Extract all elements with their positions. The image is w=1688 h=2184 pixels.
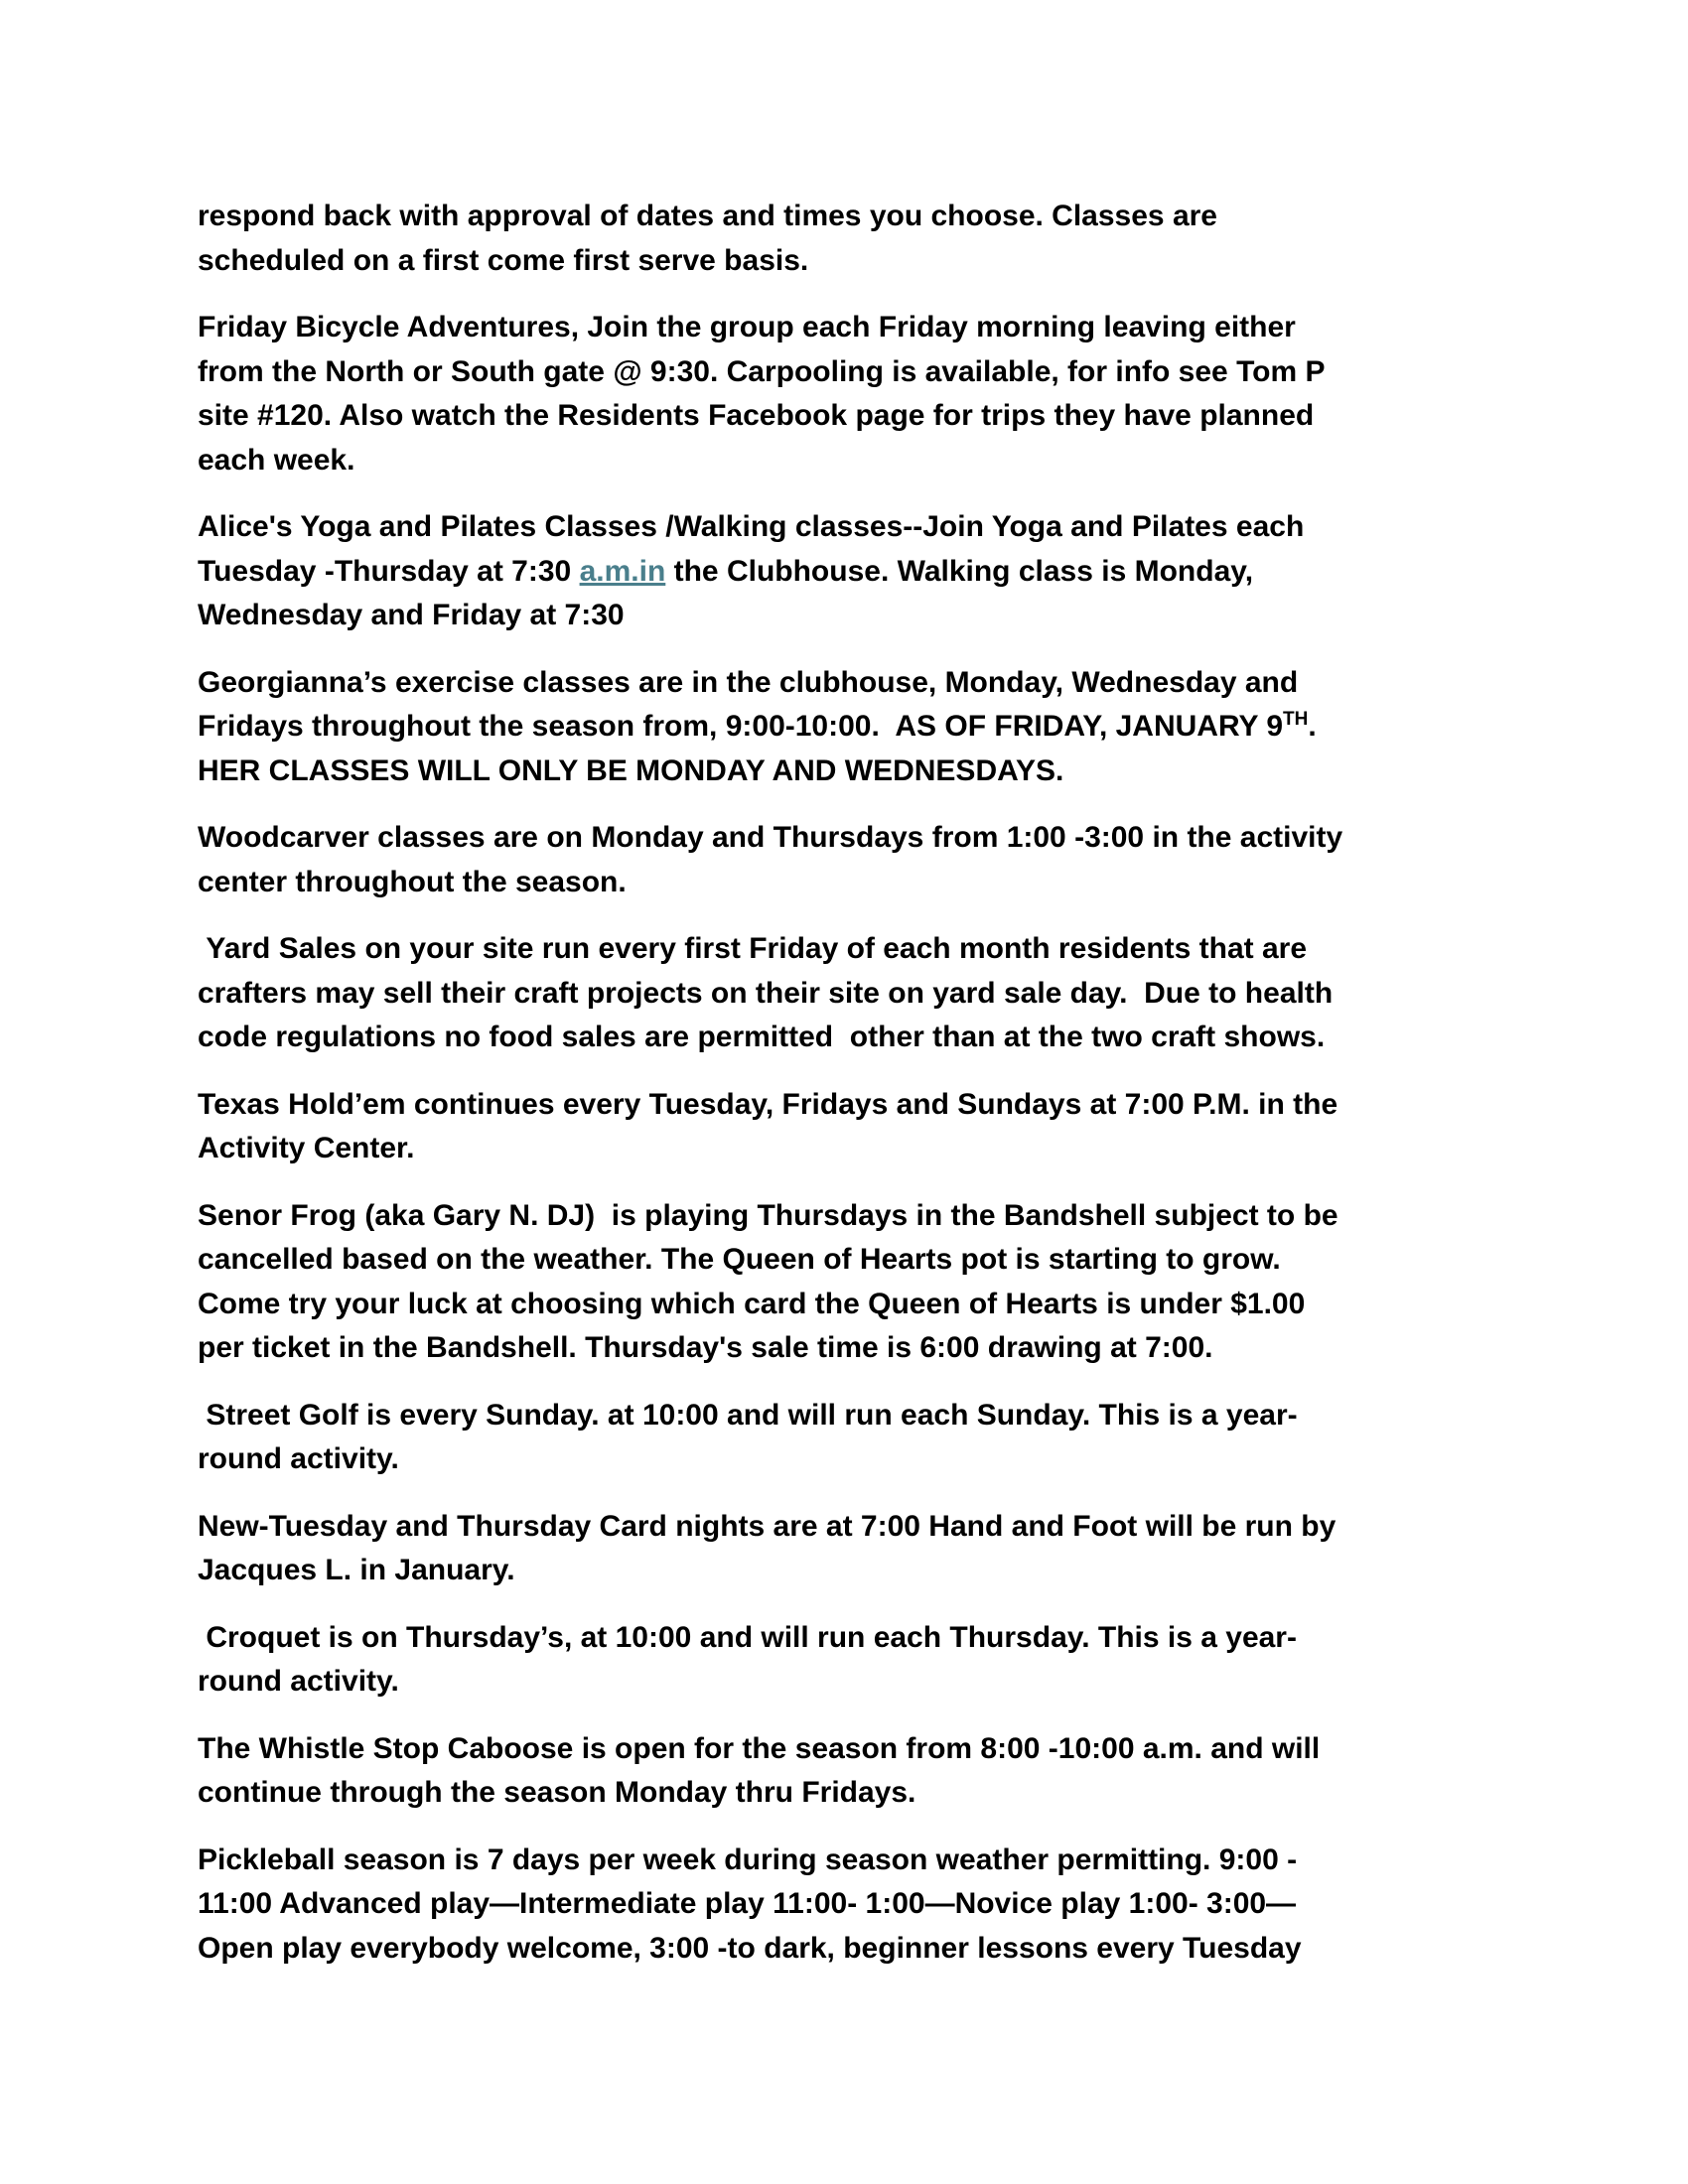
paragraph-texas-holdem xyxy=(198,1083,1488,1171)
paragraph-yard-sales xyxy=(198,927,1488,1060)
text-line: scheduled on a first come first serve basis. xyxy=(198,243,809,277)
paragraph-senor-frog xyxy=(198,1194,1488,1371)
paragraph-woodcarver xyxy=(198,816,1488,904)
text-line: New-Tuesday and Thursday Card nights are at 7:00 Hand and Foot will be run by xyxy=(198,1509,1336,1543)
am-in-link[interactable]: a.m.in xyxy=(579,554,666,588)
text-line: respond back with approval of dates and times you choose. Classes are xyxy=(198,200,1217,232)
text-line: cancelled based on the weather. The Queen of Hearts pot is starting to grow. xyxy=(198,1243,1281,1276)
text-line: The Whistle Stop Caboose is open for the season from 8:00 -10:00 a.m. and will xyxy=(198,1731,1321,1765)
text-line: each week. xyxy=(198,443,355,477)
text-line: Street Golf is every Sunday. at 10:00 and will run each Sunday. This is a year- xyxy=(198,1398,1298,1432)
text-segment: the Clubhouse. Walking class is Monday, xyxy=(665,554,1254,588)
text-segment: Fridays throughout the season from, 9:00-10:00. AS OF FRIDAY, JANUARY 9 xyxy=(198,710,1284,743)
text-line: Pickleball season is 7 days per week during season weather permitting. 9:00 - xyxy=(198,1843,1298,1876)
text-line: Alice's Yoga and Pilates Classes /Walking classes--Join Yoga and Pilates each xyxy=(198,510,1305,543)
text-line: round activity. xyxy=(198,1665,399,1698)
paragraph-bicycle-adventures xyxy=(198,306,1488,482)
text-line: Yard Sales on your site run every first Friday of each month residents that are xyxy=(198,932,1308,965)
text-line: Georgianna’s exercise classes are in the clubhouse, Monday, Wednesday and xyxy=(198,665,1299,699)
text-line: Woodcarver classes are on Monday and Thursdays from 1:00 -3:00 in the activity xyxy=(198,821,1343,854)
text-line: Friday Bicycle Adventures, Join the group each Friday morning leaving either xyxy=(198,311,1296,343)
text-line: HER CLASSES WILL ONLY BE MONDAY AND WEDNESDAYS. xyxy=(198,753,1064,787)
text-line: Croquet is on Thursday’s, at 10:00 and will run each Thursday. This is a year- xyxy=(198,1620,1297,1654)
text-segment: Tuesday -Thursday at 7:30 xyxy=(198,554,580,588)
paragraph-pickleball xyxy=(198,1839,1488,1972)
text-line: Wednesday and Friday at 7:30 xyxy=(198,599,625,631)
text-line: continue through the season Monday thru Fridays. xyxy=(198,1776,916,1809)
paragraph-street-golf xyxy=(198,1394,1488,1482)
text-line: Come try your luck at choosing which card the Queen of Hearts is under $1.00 xyxy=(198,1287,1306,1320)
paragraph-exercise-classes xyxy=(198,661,1488,794)
paragraph-croquet xyxy=(198,1616,1488,1705)
paragraph-yoga-classes xyxy=(198,505,1488,638)
text-line: crafters may sell their craft projects on their site on yard sale day. Due to health xyxy=(198,976,1334,1010)
text-line: site #120. Also watch the Residents Facebook page for trips they have planned xyxy=(198,399,1315,432)
text-line: Open play everybody welcome, 3:00 -to dark, beginner lessons every Tuesday xyxy=(198,1931,1302,1965)
text-line: per ticket in the Bandshell. Thursday's sale time is 6:00 drawing at 7:00. xyxy=(198,1331,1213,1364)
text-line: code regulations no food sales are permitted other than at the two craft shows. xyxy=(198,1021,1326,1053)
text-line: center throughout the season. xyxy=(198,865,627,898)
text-line: from the North or South gate @ 9:30. Carpooling is available, for info see Tom P xyxy=(198,354,1326,388)
ordinal-superscript: TH xyxy=(1283,709,1309,730)
paragraph-card-nights xyxy=(198,1505,1488,1593)
text-line: Activity Center. xyxy=(198,1132,415,1164)
document-page xyxy=(198,195,1488,1993)
text-segment: . xyxy=(1308,710,1317,743)
paragraph-intro-continuation xyxy=(198,195,1488,283)
text-line: Senor Frog (aka Gary N. DJ) is playing Thursdays in the Bandshell subject to be xyxy=(198,1198,1338,1232)
text-line: round activity. xyxy=(198,1442,399,1475)
text-line: 11:00 Advanced play—Intermediate play 11:00- 1:00—Novice play 1:00- 3:00— xyxy=(198,1887,1297,1920)
paragraph-caboose xyxy=(198,1727,1488,1816)
text-line: Jacques L. in January. xyxy=(198,1554,515,1586)
text-line: Texas Hold’em continues every Tuesday, Fridays and Sundays at 7:00 P.M. in the xyxy=(198,1087,1338,1121)
